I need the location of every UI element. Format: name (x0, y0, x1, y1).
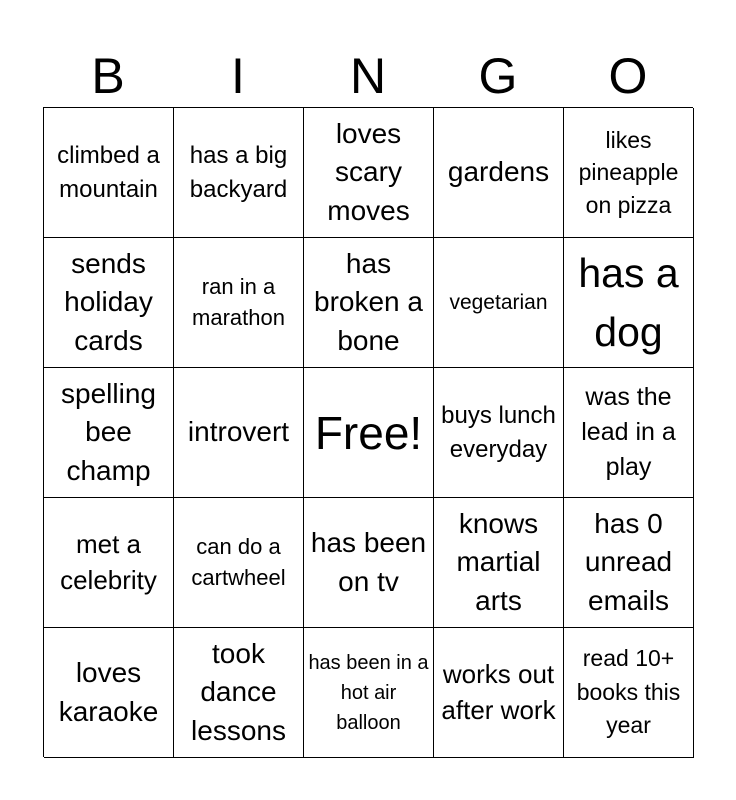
cell-text: has been in a hot air balloon (308, 651, 429, 734)
cell-text: has broken a bone (314, 247, 423, 356)
bingo-cell[interactable] (304, 498, 434, 628)
bingo-cell[interactable] (564, 498, 694, 628)
bingo-cell[interactable] (304, 238, 434, 368)
header-letter-b: B (91, 48, 125, 104)
cell-text: has 0 unread emails (584, 507, 673, 616)
bingo-cell[interactable] (434, 108, 564, 238)
cell-text: has a big backyard (189, 141, 288, 203)
bingo-cell[interactable] (174, 498, 304, 628)
bingo-cell[interactable] (174, 368, 304, 498)
free-space-text: Free! (314, 406, 423, 459)
cell-text: likes pineapple on pizza (578, 127, 679, 218)
cell-text: ran in a marathon (192, 273, 285, 330)
cell-text: buys lunch everyday (441, 401, 556, 463)
cell-text: works out after work (441, 658, 556, 725)
cell-text: sends holiday cards (64, 247, 153, 356)
cell-text: gardens (447, 156, 550, 188)
bingo-cell[interactable] (174, 108, 304, 238)
cell-text: introvert (187, 416, 290, 448)
cell-text: vegetarian (449, 290, 548, 314)
header-letter-n: N (349, 48, 387, 104)
header-letter-o: O (608, 48, 648, 104)
cell-text: loves scary moves (327, 117, 410, 226)
cell-text: loves karaoke (58, 656, 159, 727)
bingo-header (43, 46, 693, 106)
bingo-cell[interactable] (434, 368, 564, 498)
cell-text: has a dog (578, 250, 679, 355)
bingo-cell[interactable] (44, 628, 174, 758)
bingo-cell[interactable] (44, 368, 174, 498)
bingo-cell[interactable] (304, 108, 434, 238)
bingo-cell[interactable] (44, 238, 174, 368)
free-space-cell[interactable] (304, 368, 434, 498)
bingo-cell[interactable] (44, 108, 174, 238)
cell-text: spelling bee champ (61, 377, 156, 486)
bingo-cell[interactable] (44, 498, 174, 628)
bingo-cell[interactable] (174, 628, 304, 758)
cell-text: was the lead in a play (581, 383, 676, 481)
cell-text: can do a cartwheel (191, 533, 286, 590)
cell-text: climbed a mountain (57, 141, 160, 203)
bingo-cell[interactable] (434, 628, 564, 758)
cell-text: read 10+ books this year (576, 645, 681, 739)
bingo-cell[interactable] (564, 368, 694, 498)
bingo-cell[interactable] (564, 628, 694, 758)
header-letter-g: G (478, 48, 518, 104)
cell-text: has been on tv (310, 526, 427, 597)
bingo-cell[interactable] (564, 108, 694, 238)
bingo-cell[interactable] (174, 238, 304, 368)
cell-text: met a celebrity (60, 528, 157, 595)
bingo-cell[interactable] (564, 238, 694, 368)
bingo-cell[interactable] (434, 498, 564, 628)
cell-text: took dance lessons (191, 637, 286, 746)
cell-text: knows martial arts (456, 507, 541, 616)
header-letter-i: I (231, 48, 245, 104)
bingo-cell[interactable] (434, 238, 564, 368)
bingo-board (43, 107, 693, 757)
bingo-cell[interactable] (304, 628, 434, 758)
